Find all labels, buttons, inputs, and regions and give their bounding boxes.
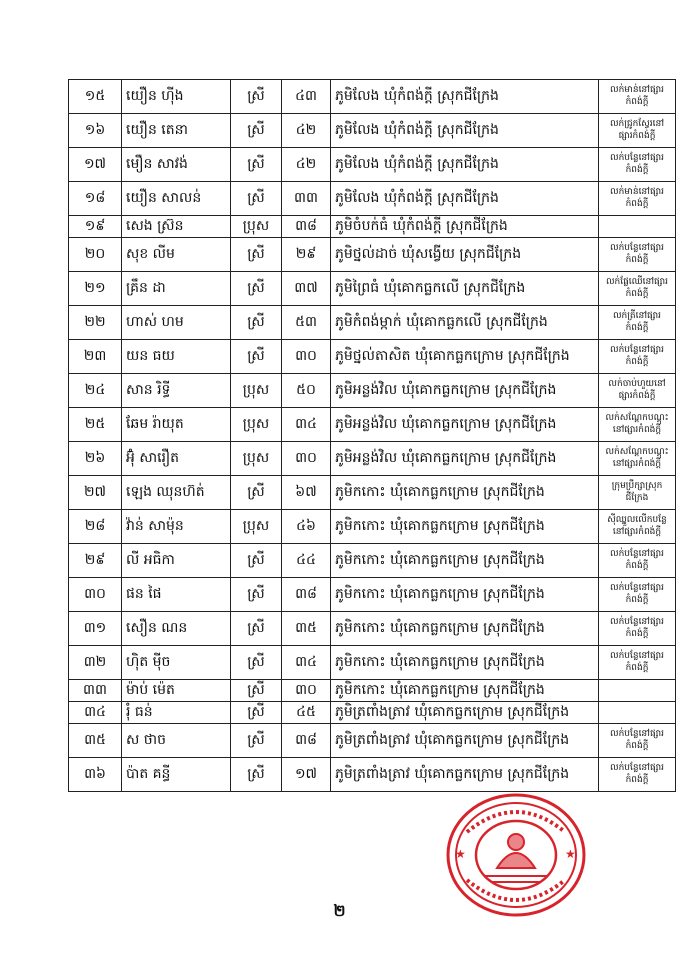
cell-row-number: ២០ xyxy=(69,238,122,272)
table-row xyxy=(69,680,676,702)
cell-person-name: ហ៊ិត ម៉ីច xyxy=(122,646,231,680)
table-row xyxy=(69,182,676,216)
cell-person-name: អ៊ុំ សារឿត xyxy=(122,442,231,476)
cell-age: ៣៥ xyxy=(282,612,331,646)
cell-age: ៤២ xyxy=(282,114,331,148)
table-row xyxy=(69,702,676,724)
cell-address: ភូមិកកោះ ឃុំគោកធ្លកក្រោម ស្រុកជីក្រែង xyxy=(331,510,599,544)
cell-address: ភូមិអន្លង់វិល ឃុំគោកធ្លកក្រោម ស្រុកជីក្រែង xyxy=(331,442,599,476)
table-row xyxy=(69,724,676,758)
cell-row-number: ២៧ xyxy=(69,476,122,510)
cell-person-name: យន ធយ xyxy=(122,340,231,374)
cell-address: ភូមិថ្នល់ដាច់ ឃុំសង្វើយ ស្រុកជីក្រែង xyxy=(331,238,599,272)
cell-row-number: ២២ xyxy=(69,306,122,340)
cell-sex: ប្រុស xyxy=(231,374,282,408)
cell-row-number: ៣៤ xyxy=(69,702,122,724)
cell-occupation: លក់បន្លែនៅផ្សារកំពង់ក្តី xyxy=(599,724,676,758)
cell-sex: ប្រុស xyxy=(231,408,282,442)
cell-address: ភូមិថ្នល់តាសិត ឃុំគោកធ្លកក្រោម ស្រុកជីក្រែង xyxy=(331,340,599,374)
cell-address: ភូមិលែង ឃុំកំពង់ក្តី ស្រុកជីក្រែង xyxy=(331,80,599,114)
table-row xyxy=(69,442,676,476)
cell-sex: ប្រុស xyxy=(231,442,282,476)
cell-occupation: លក់បន្លែនៅផ្សារកំពង់ក្តី xyxy=(599,646,676,680)
cell-row-number: ៣១ xyxy=(69,612,122,646)
cell-address: ភូមិត្រពាំងត្រាវ ឃុំគោកធ្លកក្រោម ស្រុកជីក្រែង xyxy=(331,758,599,792)
cell-address: ភូមិកកោះ ឃុំគោកធ្លកក្រោម ស្រុកជីក្រែង xyxy=(331,680,599,702)
cell-occupation: លក់សណ្តែកបណ្តុះនៅផ្សារកំពង់ក្តី xyxy=(599,408,676,442)
cell-person-name: យឿន ហ៊ីង xyxy=(122,80,231,114)
cell-occupation: លក់បន្លែនៅផ្សារកំពង់ក្តី xyxy=(599,544,676,578)
cell-occupation: លក់ចាប់ហួយនៅផ្សារកំពង់ក្តី xyxy=(599,374,676,408)
cell-age: ៤៤ xyxy=(282,544,331,578)
cell-row-number: ២៣ xyxy=(69,340,122,374)
cell-sex: ស្រី xyxy=(231,238,282,272)
cell-person-name: ប៉ាត គន្ធី xyxy=(122,758,231,792)
cell-occupation: លក់មាន់នៅផ្សារកំពង់ក្តី xyxy=(599,182,676,216)
cell-age: ៤៦ xyxy=(282,510,331,544)
svg-text:★: ★ xyxy=(455,847,466,861)
table-row xyxy=(69,272,676,306)
cell-age: ៣៤ xyxy=(282,408,331,442)
cell-person-name: លី អធិកា xyxy=(122,544,231,578)
cell-address: ភូមិកកោះ ឃុំគោកធ្លកក្រោម ស្រុកជីក្រែង xyxy=(331,578,599,612)
cell-occupation: លក់មាន់នៅផ្សារកំពង់ក្តី xyxy=(599,80,676,114)
cell-occupation: លក់បន្លែនៅផ្សារកំពង់ក្តី xyxy=(599,148,676,182)
table-row xyxy=(69,408,676,442)
cell-row-number: ២៨ xyxy=(69,510,122,544)
cell-address: ភូមិកកោះ ឃុំគោកធ្លកក្រោម ស្រុកជីក្រែង xyxy=(331,612,599,646)
cell-person-name: សាន រិទ្ធី xyxy=(122,374,231,408)
cell-sex: ស្រី xyxy=(231,702,282,724)
cell-person-name: គ្រឹន ដា xyxy=(122,272,231,306)
cell-sex: ប្រុស xyxy=(231,510,282,544)
cell-age: ៣៣ xyxy=(282,182,331,216)
cell-row-number: ៣៥ xyxy=(69,724,122,758)
cell-age: ៣៨ xyxy=(282,216,331,238)
cell-age: ៤២ xyxy=(282,148,331,182)
table-row xyxy=(69,510,676,544)
table-row xyxy=(69,306,676,340)
cell-sex: ស្រី xyxy=(231,724,282,758)
cell-sex: ស្រី xyxy=(231,272,282,306)
cell-person-name: យឿន តេនា xyxy=(122,114,231,148)
table-row xyxy=(69,476,676,510)
cell-address: ភូមិកកោះ ឃុំគោកធ្លកក្រោម ស្រុកជីក្រែង xyxy=(331,544,599,578)
cell-sex: ស្រី xyxy=(231,646,282,680)
cell-address: ភូមិព្រៃធំ ឃុំគោកធ្លកលើ ស្រុកជីក្រែង xyxy=(331,272,599,306)
cell-occupation: ស៊ីឈ្នួលលើកបន្លែនៅផ្សារកំពង់ក្តី xyxy=(599,510,676,544)
page-number: ២ xyxy=(333,901,346,920)
cell-occupation: ក្រុមប្រឹក្សាស្រុកជីក្រែង xyxy=(599,476,676,510)
cell-occupation xyxy=(599,680,676,702)
svg-text:★: ★ xyxy=(565,847,576,861)
cell-age: ២៩ xyxy=(282,238,331,272)
cell-age: ៣៨ xyxy=(282,578,331,612)
cell-age: ៥៣ xyxy=(282,306,331,340)
cell-sex: ស្រី xyxy=(231,340,282,374)
cell-person-name: សុខ លីម xyxy=(122,238,231,272)
table-row xyxy=(69,758,676,792)
cell-occupation: លក់បន្លែនៅផ្សារកំពង់ក្តី xyxy=(599,340,676,374)
cell-occupation: លក់បន្លែនៅផ្សារកំពង់ក្តី xyxy=(599,238,676,272)
cell-row-number: ៣២ xyxy=(69,646,122,680)
cell-address: ភូមិលែង ឃុំកំពង់ក្តី ស្រុកជីក្រែង xyxy=(331,182,599,216)
cell-age: ៣៧ xyxy=(282,272,331,306)
cell-age: ៣០ xyxy=(282,340,331,374)
cell-row-number: ១៨ xyxy=(69,182,122,216)
cell-sex: ប្រុស xyxy=(231,216,282,238)
cell-person-name: ឡេង ឈុនហ៊ត់ xyxy=(122,476,231,510)
cell-sex: ស្រី xyxy=(231,148,282,182)
cell-occupation: លក់បន្លែនៅផ្សារកំពង់ក្តី xyxy=(599,612,676,646)
cell-person-name: ម៉ាប់ ម៉េត xyxy=(122,680,231,702)
cell-sex: ស្រី xyxy=(231,578,282,612)
cell-sex: ស្រី xyxy=(231,758,282,792)
cell-occupation: លក់បន្លែនៅផ្សារកំពង់ក្តី xyxy=(599,578,676,612)
cell-row-number: ២១ xyxy=(69,272,122,306)
cell-row-number: ៣០ xyxy=(69,578,122,612)
cell-sex: ស្រី xyxy=(231,612,282,646)
cell-age: ៣០ xyxy=(282,442,331,476)
cell-person-name: ហាស់ ហម xyxy=(122,306,231,340)
cell-row-number: ៣៣ xyxy=(69,680,122,702)
cell-row-number: ២៤ xyxy=(69,374,122,408)
cell-age: ៦៧ xyxy=(282,476,331,510)
cell-row-number: ១៩ xyxy=(69,216,122,238)
cell-age: ៤៣ xyxy=(282,80,331,114)
cell-occupation: លក់ត្រីនៅផ្សារកំពង់ក្តី xyxy=(599,306,676,340)
table-row xyxy=(69,80,676,114)
cell-address: ភូមិអន្លង់វិល ឃុំគោកធ្លកក្រោម ស្រុកជីក្រែង xyxy=(331,408,599,442)
cell-sex: ស្រី xyxy=(231,476,282,510)
cell-occupation: លក់សណ្តែកបណ្តុះនៅផ្សារកំពង់ក្តី xyxy=(599,442,676,476)
cell-row-number: ៣៦ xyxy=(69,758,122,792)
cell-sex: ស្រី xyxy=(231,680,282,702)
cell-sex: ស្រី xyxy=(231,306,282,340)
cell-person-name: ឆែម រ៉ាយុត xyxy=(122,408,231,442)
cell-sex: ស្រី xyxy=(231,80,282,114)
cell-address: ភូមិកកោះ ឃុំគោកធ្លកក្រោម ស្រុកជីក្រែង xyxy=(331,646,599,680)
cell-person-name: រុំ ធន់ xyxy=(122,702,231,724)
cell-row-number: ២៩ xyxy=(69,544,122,578)
cell-occupation: លក់បន្លែនៅផ្សារកំពង់ក្តី xyxy=(599,758,676,792)
table-row xyxy=(69,238,676,272)
table-row xyxy=(69,148,676,182)
table-row xyxy=(69,646,676,680)
cell-age: ៥០ xyxy=(282,374,331,408)
cell-person-name: មឿន សាវង់ xyxy=(122,148,231,182)
cell-person-name: ផន ផៃ xyxy=(122,578,231,612)
cell-address: ភូមិកកោះ ឃុំគោកធ្លកក្រោម ស្រុកជីក្រែង xyxy=(331,476,599,510)
cell-address: ភូមិត្រពាំងត្រាវ ឃុំគោកធ្លកក្រោម ស្រុកជីក្រែង xyxy=(331,724,599,758)
cell-age: ១៧ xyxy=(282,758,331,792)
cell-occupation xyxy=(599,702,676,724)
cell-occupation xyxy=(599,216,676,238)
cell-address: ភូមិកំពង់ម្កាក់ ឃុំគោកធ្លកលើ ស្រុកជីក្រែង xyxy=(331,306,599,340)
participant-table xyxy=(68,79,676,792)
table-row xyxy=(69,114,676,148)
cell-age: ៣៨ xyxy=(282,724,331,758)
cell-address: ភូមិត្រពាំងត្រាវ ឃុំគោកធ្លកក្រោម ស្រុកជីក្រែង xyxy=(331,702,599,724)
cell-person-name: វ៉ាន់ សាម៉ុន xyxy=(122,510,231,544)
cell-age: ៣៤ xyxy=(282,646,331,680)
cell-address: ភូមិចំបក់ធំ ឃុំកំពង់ក្តី ស្រុកជីក្រែង xyxy=(331,216,599,238)
cell-person-name: សឿន ណន xyxy=(122,612,231,646)
cell-occupation: លក់ជ្រូកស្វែរនៅផ្សារកំពង់ក្តី xyxy=(599,114,676,148)
participant-table-body xyxy=(69,80,676,792)
cell-row-number: ១៦ xyxy=(69,114,122,148)
cell-person-name: សេង ស្រ៊ន xyxy=(122,216,231,238)
table-row xyxy=(69,216,676,238)
table-row xyxy=(69,340,676,374)
cell-row-number: ២៥ xyxy=(69,408,122,442)
cell-sex: ស្រី xyxy=(231,544,282,578)
cell-age: ៤៥ xyxy=(282,702,331,724)
cell-row-number: ១៧ xyxy=(69,148,122,182)
cell-person-name: ស ថាច xyxy=(122,724,231,758)
cell-row-number: ២៦ xyxy=(69,442,122,476)
cell-address: ភូមិលែង ឃុំកំពង់ក្តី ស្រុកជីក្រែង xyxy=(331,114,599,148)
cell-row-number: ១៥ xyxy=(69,80,122,114)
cell-address: ភូមិអន្លង់វិល ឃុំគោកធ្លកក្រោម ស្រុកជីក្រែង xyxy=(331,374,599,408)
cell-person-name: យឿន សាលន់ xyxy=(122,182,231,216)
cell-address: ភូមិលែង ឃុំកំពង់ក្តី ស្រុកជីក្រែង xyxy=(331,148,599,182)
cell-sex: ស្រី xyxy=(231,114,282,148)
table-row xyxy=(69,544,676,578)
cell-age: ៣០ xyxy=(282,680,331,702)
table-row xyxy=(69,374,676,408)
table-row xyxy=(69,578,676,612)
table-row xyxy=(69,612,676,646)
cell-sex: ស្រី xyxy=(231,182,282,216)
official-seal-icon xyxy=(445,792,587,918)
cell-occupation: លក់ផ្លែឈើនៅផ្សារកំពង់ក្តី xyxy=(599,272,676,306)
